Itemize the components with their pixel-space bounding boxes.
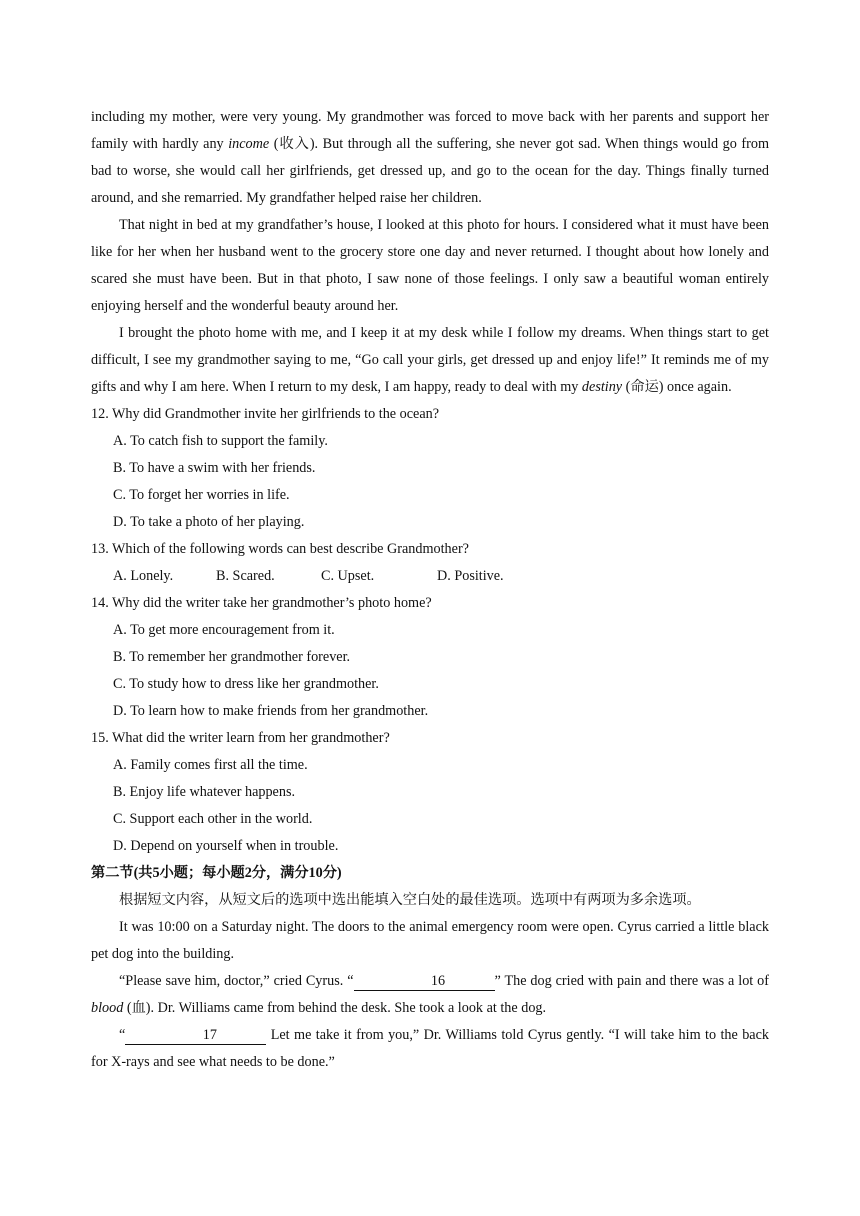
answer-option: D. To learn how to make friends from her grandmother. xyxy=(113,703,429,719)
cloze-paragraph-2 xyxy=(91,968,769,1022)
glossed-word: blood xyxy=(91,1000,124,1016)
answer-option: A. To catch fish to support the family. xyxy=(113,433,328,449)
blank-16: 16 xyxy=(354,972,495,991)
answer-option: D. To take a photo of her playing. xyxy=(113,514,305,530)
glossed-word: destiny xyxy=(581,379,623,395)
answer-option: A. Lonely. xyxy=(113,568,174,584)
document-body xyxy=(91,104,769,1076)
section-heading: 第二节(共5小题；每小题2分，满分10分) xyxy=(91,865,342,881)
glossed-word: income xyxy=(228,136,270,152)
text-run: “Please save him, doctor,” cried Cyrus. “ xyxy=(119,973,354,989)
question-stem: 13. Which of the following words can best describe Grandmother? xyxy=(91,541,469,557)
text-run: ” The dog cried with pain and there was a lot of xyxy=(494,973,769,989)
text-run: (血). Dr. Williams came from behind the desk. She took a look at the dog. xyxy=(123,1000,547,1016)
passage-paragraph-2: That night in bed at my grandfather’s house, I looked at this photo for hours. I considered what it must have been like for her when her husband went to the grocery store one day and never returned. I thought about how lonely and scared she must have been. But in that photo, I saw none of those feelings. I only saw a beautiful woman entirely enjoying herself and the wonderful beauty around her. xyxy=(91,217,769,314)
passage-paragraph-3 xyxy=(91,320,769,401)
answer-option: D. Positive. xyxy=(437,568,504,584)
text-run: Let me take it from you,” Dr. Williams told Cyrus gently. “I will take him to the back for X-rays and see what needs to be done.” xyxy=(91,1027,769,1070)
text-run: (收入). But through all the suffering, she never got sad. When things would go from bad to worse, she would call her girlfriends, get dressed up, and go to the ocean for the day. Things finally turned around, and she remarried. My grandfather helped raise her children. xyxy=(91,136,769,206)
question-stem: 15. What did the writer learn from her grandmother? xyxy=(91,730,390,746)
text-run: “ xyxy=(119,1027,126,1043)
answer-option: B. Scared. xyxy=(216,568,275,584)
answer-option: C. To study how to dress like her grandmother. xyxy=(113,676,379,692)
answer-options-row xyxy=(91,563,769,590)
answer-option: C. To forget her worries in life. xyxy=(113,487,290,503)
question-stem: 14. Why did the writer take her grandmother’s photo home? xyxy=(91,595,432,611)
answer-option: B. Enjoy life whatever happens. xyxy=(113,784,296,800)
answer-option: C. Support each other in the world. xyxy=(113,811,313,827)
answer-option: B. To have a swim with her friends. xyxy=(113,460,316,476)
cloze-paragraph-3 xyxy=(91,1022,769,1076)
blank-17: 17 xyxy=(125,1026,266,1045)
text-run: (命运) once again. xyxy=(622,379,732,395)
passage-paragraph-1 xyxy=(91,104,769,212)
answer-option: B. To remember her grandmother forever. xyxy=(113,649,351,665)
section-instruction: 根据短文内容，从短文后的选项中选出能填入空白处的最佳选项。选项中有两项为多余选项。 xyxy=(119,892,701,908)
cloze-paragraph-1: It was 10:00 on a Saturday night. The doors to the animal emergency room were open. Cyrus carried a little black pet dog into the building. xyxy=(91,919,769,962)
text-run: I brought the photo home with me, and I keep it at my desk while I follow my dreams. When things start to get difficult, I see my grandmother saying to me, “Go call your girls, get dressed up and enjoy life!” It reminds me of my gifts and why I am here. When I return to my desk, I am happy, ready to deal with my xyxy=(91,325,769,395)
answer-option: D. Depend on yourself when in trouble. xyxy=(113,838,339,854)
question-stem: 12. Why did Grandmother invite her girlfriends to the ocean? xyxy=(91,406,440,422)
answer-option: A. Family comes first all the time. xyxy=(113,757,308,773)
text-run: including my mother, were very young. My grandmother was forced to move back with her parents and support her family with hardly any xyxy=(91,109,769,152)
answer-option: C. Upset. xyxy=(321,568,375,584)
answer-option: A. To get more encouragement from it. xyxy=(113,622,335,638)
